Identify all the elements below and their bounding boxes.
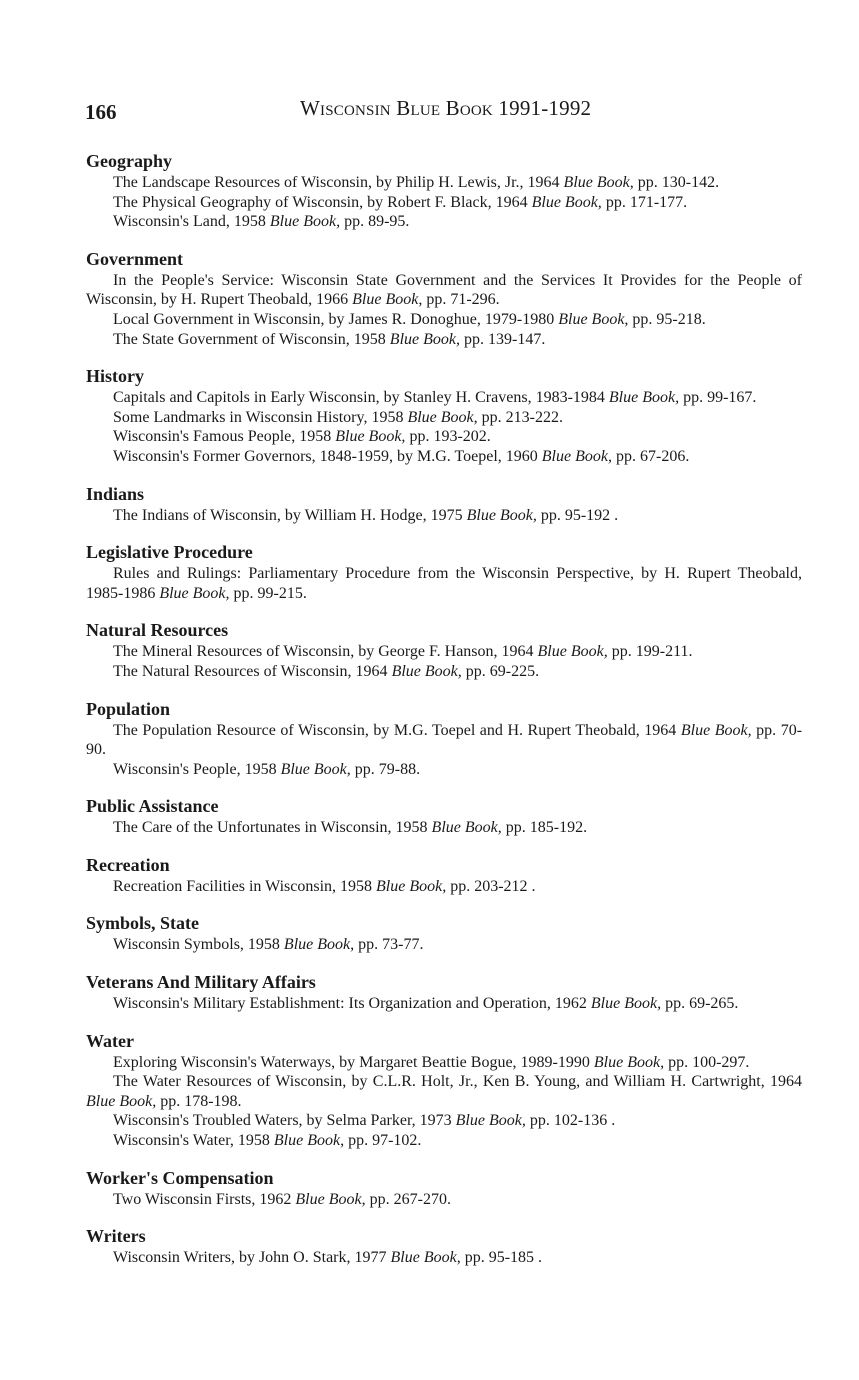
entry-pages: pp. 71-296. (426, 291, 500, 309)
entry-title: Wisconsin's Water, 1958 (113, 1132, 270, 1150)
entry-source: Blue Book, (269, 213, 341, 231)
page-header (0, 96, 859, 126)
section-heading: Water (86, 1030, 134, 1051)
entry-title: Rules and Rulings: Parliamentary Procedure from the Wisconsin Perspective, by H. Rupert Theobald, 1985-1986 (86, 565, 802, 602)
entry-pages: pp. 178-198. (160, 1092, 242, 1110)
section-heading: Natural Resources (86, 620, 229, 641)
entry-source: Blue Book, (283, 936, 355, 954)
reference-entry (86, 506, 802, 526)
entry-source: Blue Book, (608, 389, 680, 407)
reference-entry (86, 271, 802, 310)
entry-source: Blue Book, (352, 291, 423, 309)
reference-entry (86, 994, 802, 1014)
entry-title: Some Landmarks in Wisconsin History, 1958 (113, 408, 404, 426)
section-heading: Symbols, State (86, 913, 200, 934)
entry-source: Blue Book, (680, 721, 752, 739)
entry-pages: pp. 203-212 . (450, 877, 536, 895)
reference-entry (86, 310, 802, 330)
section-population (86, 698, 802, 780)
entry-pages: pp. 171-177. (605, 193, 688, 211)
entry-title: Wisconsin's Famous People, 1958 (113, 428, 332, 446)
entry-source: Blue Book, (537, 643, 608, 661)
reference-entry (86, 1072, 802, 1111)
reference-entry (86, 935, 802, 955)
reference-entry (86, 408, 802, 428)
entry-source: Blue Book, (159, 584, 230, 602)
entry-source: Blue Book, (280, 760, 351, 778)
entry-source: Blue Book, (563, 174, 634, 191)
entry-pages: pp. 130-142. (637, 174, 720, 191)
entry-source: Blue Book, (273, 1132, 345, 1150)
section-natural-resources (86, 619, 802, 681)
page-number: 166 (85, 100, 117, 124)
entry-source: Blue Book, (466, 506, 537, 524)
section-veterans-and-military-affairs (86, 971, 802, 1014)
reference-entry (86, 760, 802, 780)
reference-entry (86, 173, 802, 193)
entry-title: In the People's Service: Wisconsin State Government and the Services It Provides for the People of Wisconsin, by H. Rupert Theobald, 1966 (86, 271, 802, 309)
entry-title: The Indians of Wisconsin, by William H. Hodge, 1975 (113, 506, 463, 524)
entry-title: Wisconsin's People, 1958 (113, 760, 277, 778)
reference-entry (86, 818, 802, 838)
reference-entry (86, 212, 802, 232)
entry-pages: pp. 95-218. (632, 310, 706, 328)
entry-source: Blue Book, (335, 428, 406, 446)
entry-source: Blue Book, (390, 1249, 461, 1267)
entry-pages: pp. 199-211. (611, 643, 693, 661)
section-heading: Geography (86, 151, 173, 171)
entry-source: Blue Book, (407, 408, 478, 426)
reference-entry (86, 1248, 802, 1268)
entry-pages: pp. 69-265. (665, 995, 739, 1013)
running-title (300, 96, 591, 121)
reference-entry (86, 1190, 802, 1210)
entry-source: Blue Book, (86, 1092, 157, 1110)
entry-pages: pp. 139-147. (464, 330, 546, 348)
entry-pages: pp. 97-102. (348, 1132, 422, 1150)
entry-title: The Mineral Resources of Wisconsin, by George F. Hanson, 1964 (113, 643, 534, 661)
entry-title: Wisconsin Writers, by John O. Stark, 1977 (113, 1249, 387, 1267)
entry-title: Local Government in Wisconsin, by James R. Donoghue, 1979-1980 (113, 310, 555, 328)
entry-title: The State Government of Wisconsin, 1958 (113, 330, 386, 348)
section-heading: Public Assistance (86, 796, 219, 817)
reference-entry (86, 662, 802, 682)
entry-source: Blue Book, (593, 1053, 665, 1071)
section-writers (86, 1225, 802, 1268)
entry-source: Blue Book, (541, 447, 612, 465)
entry-pages: pp. 70-90. (86, 721, 803, 759)
section-geography (86, 150, 802, 232)
entry-title: Wisconsin's Land, 1958 (113, 213, 266, 231)
entry-pages: pp. 95-185 . (464, 1249, 543, 1267)
section-heading: Recreation (86, 854, 170, 875)
section-heading: History (86, 366, 144, 387)
entry-pages: pp. 100-297. (668, 1053, 750, 1071)
section-heading: Writers (86, 1226, 146, 1247)
reference-entry (86, 388, 802, 408)
reference-entry (86, 447, 802, 467)
running-title-years: 1991-1992 (498, 96, 592, 120)
running-title-name: Wisconsin Blue Book (300, 96, 493, 120)
section-indians (86, 483, 802, 526)
entry-source: Blue Book, (590, 995, 662, 1013)
entry-pages: , pp. 267-270. (361, 1190, 451, 1208)
entry-title: The Care of the Unfortunates in Wisconsin, 1958 (113, 819, 428, 837)
entry-pages: pp. 67-206. (615, 447, 690, 465)
entry-source: Blue Book, (391, 662, 462, 680)
reference-entry (86, 1111, 802, 1131)
entry-source: Blue Book, (455, 1112, 526, 1130)
entry-source: Blue Book, (531, 193, 602, 211)
section-heading: Population (86, 698, 171, 719)
entry-pages: pp. 99-167. (683, 389, 757, 407)
reference-entry (86, 1053, 802, 1073)
entry-pages: pp. 89-95. (344, 213, 410, 231)
entry-title: Wisconsin Symbols, 1958 (113, 936, 280, 954)
entry-pages: pp. 95-192 . (540, 506, 619, 524)
reference-entry (86, 564, 802, 603)
entry-source: Blue Book (295, 1190, 362, 1208)
entry-title: The Natural Resources of Wisconsin, 1964 (113, 662, 388, 680)
reference-entry (86, 721, 802, 760)
entry-title: Wisconsin's Military Establishment: Its Organization and Operation, 1962 (113, 995, 587, 1013)
reference-entry (86, 193, 802, 213)
entry-pages: pp. 213-222. (481, 408, 563, 426)
reference-entry (86, 330, 802, 350)
entry-pages: pp. 73-77. (358, 936, 424, 954)
entry-title: Two Wisconsin Firsts, 1962 (113, 1190, 292, 1208)
reference-entry (86, 427, 802, 447)
section-history (86, 365, 802, 466)
section-heading: Government (86, 248, 183, 269)
reference-entry (86, 642, 802, 662)
reference-entry (86, 1131, 802, 1151)
entry-title: The Water Resources of Wisconsin, by C.L.R. Holt, Jr., Ken B. Young, and William H. Cartwright, 1964 (113, 1073, 802, 1091)
entry-title: Wisconsin's Former Governors, 1848-1959, by M.G. Toepel, 1960 (113, 447, 538, 465)
entry-title: Recreation Facilities in Wisconsin, 1958 (113, 877, 373, 895)
section-heading: Veterans And Military Affairs (86, 972, 316, 993)
reference-entry (86, 877, 802, 897)
entry-pages: pp. 193-202. (409, 428, 491, 446)
entry-source: Blue Book, (558, 310, 629, 328)
entry-pages: pp. 99-215. (233, 584, 307, 602)
section-government (86, 248, 802, 349)
entry-title: The Landscape Resources of Wisconsin, by Philip H. Lewis, Jr., 1964 (113, 174, 560, 191)
section-symbols-state (86, 912, 802, 955)
entry-pages: pp. 69-225. (465, 662, 540, 680)
entry-source: Blue Book, (389, 330, 460, 348)
entry-title: Exploring Wisconsin's Waterways, by Margaret Beattie Bogue, 1989-1990 (113, 1053, 590, 1071)
entry-pages: pp. 102-136 . (529, 1112, 616, 1130)
entry-pages: pp. 185-192. (505, 819, 588, 837)
section-heading: Indians (86, 483, 145, 504)
entry-source: Blue Book, (431, 819, 502, 837)
section-worker-s-compensation (86, 1167, 802, 1210)
bibliography-list (86, 150, 802, 1284)
entry-pages: pp. 79-88. (354, 760, 421, 778)
entry-title: The Physical Geography of Wisconsin, by Robert F. Black, 1964 (113, 193, 528, 211)
section-heading: Legislative Procedure (86, 542, 253, 563)
entry-source: Blue Book, (376, 877, 447, 895)
entry-title: The Population Resource of Wisconsin, by M.G. Toepel and H. Rupert Theobald, 1964 (113, 721, 677, 739)
entry-title: Capitals and Capitols in Early Wisconsin, by Stanley H. Cravens, 1983-1984 (113, 389, 605, 407)
entry-title: Wisconsin's Troubled Waters, by Selma Parker, 1973 (113, 1112, 452, 1130)
section-recreation (86, 854, 802, 897)
section-legislative-procedure (86, 541, 802, 603)
section-water (86, 1030, 802, 1151)
section-public-assistance (86, 795, 802, 838)
section-heading: Worker's Compensation (86, 1167, 274, 1188)
